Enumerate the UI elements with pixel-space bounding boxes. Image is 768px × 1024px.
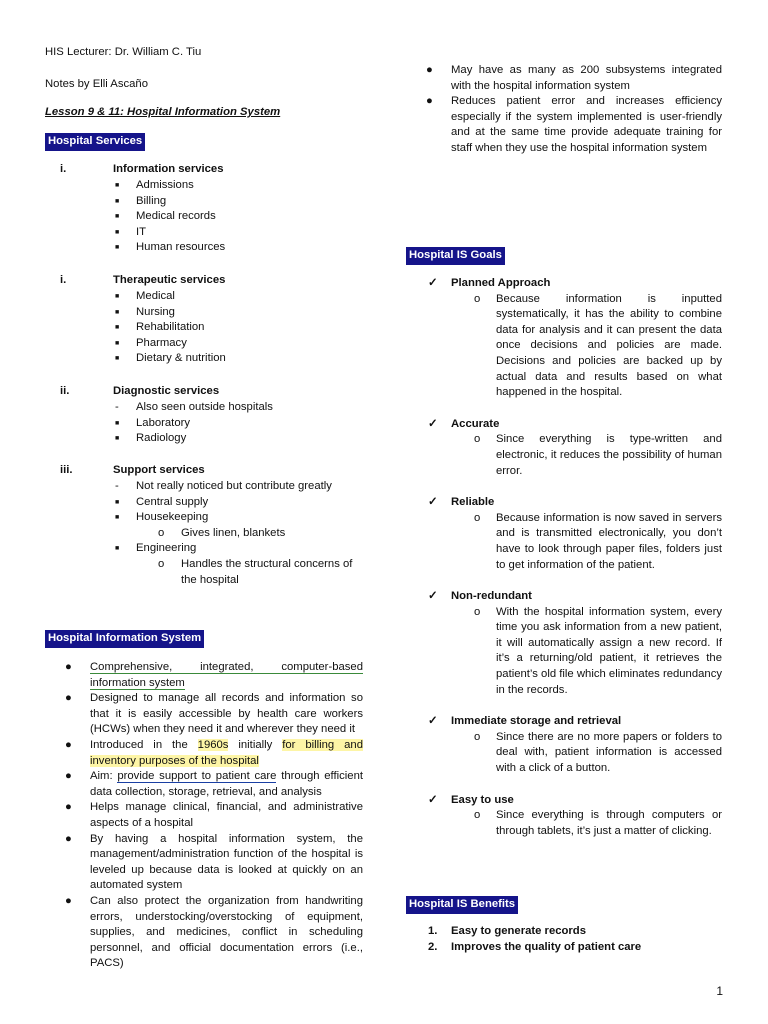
square-bullet-icon: ■ <box>115 308 120 316</box>
his-bullet: ● Aim: provide support to patient care through efficient data collection, storage, retrieval, and analysis <box>65 770 363 798</box>
his-bullet: ● Reduces patient error and increases efficiency especially if the system implemented is user-friendly and at the same time provide adequate training for staff when they use the hospital information system <box>426 95 722 154</box>
square-bullet-icon: ■ <box>115 213 120 221</box>
list-item: ■ IT <box>113 225 363 241</box>
page-number: 1 <box>716 984 723 998</box>
round-bullet-icon: ● <box>65 770 72 783</box>
list-item: ■ Central supply <box>113 495 363 511</box>
circle-bullet-icon: o <box>158 526 165 539</box>
checkmark-icon: ✓ <box>428 590 438 603</box>
group-heading: Support services <box>113 464 205 476</box>
square-bullet-icon: ■ <box>115 545 120 553</box>
dash-note: - Not really noticed but contribute greatly <box>113 479 363 495</box>
square-bullet-icon: ■ <box>115 197 120 205</box>
round-bullet-icon: ● <box>65 692 72 705</box>
list-item: ■ Dietary & nutrition <box>113 351 363 367</box>
round-bullet-icon: ● <box>65 801 72 814</box>
benefit-item: 1. Easy to generate records <box>406 924 722 940</box>
list-item: ■ Housekeeping <box>113 510 363 526</box>
roman-numeral: ii. <box>60 385 70 397</box>
benefits-header: Hospital IS Benefits <box>406 896 518 914</box>
circle-bullet-icon: o <box>474 511 481 524</box>
sub-list-item: o Gives linen, blankets <box>113 526 363 542</box>
his-bullet: ● Designed to manage all records and information so that it is easily accessible by health care workers (HCWs) when they need it and wherever they need it <box>65 692 363 736</box>
square-bullet-icon: ■ <box>115 435 120 443</box>
circle-bullet-icon: o <box>474 809 481 822</box>
notes-by-line: Notes by Elli Ascaño <box>45 78 148 90</box>
dash-bullet-icon: - <box>115 480 119 492</box>
circle-bullet-icon: o <box>474 730 481 743</box>
round-bullet-icon: ● <box>65 661 72 673</box>
goal-item: ✓ Planned Approach o Because information is inputted systematically, it has the ability to combine data for analysis and it can present the data once decisions and policies are made. Decisions and policies are backed up by actual data and results based on what happened in the hospital. <box>428 277 722 399</box>
his-bullet: ● Can also protect the organization from handwriting errors, understocking/overstocking of equipment, supplies, and medicines, conflict in scheduling personnel, and official documentation errors (i.e., PACS) <box>65 894 363 970</box>
circle-bullet-icon: o <box>474 292 481 305</box>
round-bullet-icon: ● <box>426 64 433 76</box>
lecturer-line: HIS Lecturer: Dr. William C. Tiu <box>45 46 202 58</box>
checkmark-icon: ✓ <box>428 277 438 289</box>
list-item: ■ Medical records <box>113 209 363 225</box>
checkmark-icon: ✓ <box>428 715 438 728</box>
list-item: ■ Laboratory <box>113 416 363 432</box>
list-item: ■ Medical <box>113 289 363 305</box>
round-bullet-icon: ● <box>426 95 433 108</box>
checkmark-icon: ✓ <box>428 417 438 430</box>
dash-bullet-icon: - <box>115 401 119 413</box>
square-bullet-icon: ■ <box>115 324 120 332</box>
his-bullet-list-continued <box>406 1 722 157</box>
list-number: 2. <box>428 940 438 953</box>
lesson-title: Lesson 9 & 11: Hospital Information System <box>45 106 281 118</box>
hospital-services-header: Hospital Services <box>45 133 145 151</box>
goals-list <box>406 276 722 839</box>
list-item: ■ Billing <box>113 194 363 210</box>
his-bullet-list <box>45 660 363 972</box>
goal-item: ✓ Immediate storage and retrieval o Since there are no more papers or folders to deal with, patient information is accessed with a click of a button. <box>428 715 722 775</box>
list-item: ■ Nursing <box>113 305 363 321</box>
his-bullet: ● By having a hospital information system, the management/administration function of the hospital is leveled up because data is looked at quickly on an automated system <box>65 832 363 892</box>
dash-note: - Also seen outside hospitals <box>113 400 363 416</box>
circle-bullet-icon: o <box>158 557 165 570</box>
round-bullet-icon: ● <box>65 738 72 751</box>
circle-bullet-icon: o <box>474 605 481 618</box>
goal-item: ✓ Reliable o Because information is now saved in servers and is transmitted electronically, you don’t have to look through paper files, folders just to get information of the patient. <box>428 496 722 571</box>
square-bullet-icon: ■ <box>115 419 120 427</box>
round-bullet-icon: ● <box>65 832 72 845</box>
square-bullet-icon: ■ <box>115 355 120 363</box>
roman-numeral: i. <box>60 274 67 286</box>
roman-numeral: i. <box>60 163 67 175</box>
round-bullet-icon: ● <box>65 894 72 907</box>
checkmark-icon: ✓ <box>428 793 438 806</box>
group-heading: Diagnostic services <box>113 385 220 397</box>
list-item: ■ Radiology <box>113 431 363 447</box>
group-heading: Therapeutic services <box>113 274 226 286</box>
his-bullet-continuation <box>406 1 722 63</box>
his-bullet: ● Introduced in the 1960s initially for billing and inventory purposes of the hospital <box>65 738 363 767</box>
goal-item: ✓ Non-redundant o With the hospital information system, every time you ask information from a new patient, it will automatically assign a new record. If it’s a returning/old patient, it retrieves the patient’s old file which eliminates redundancy in the records. <box>428 590 722 696</box>
his-bullet: ● Comprehensive, integrated, computer-based information system <box>65 661 363 689</box>
checkmark-icon: ✓ <box>428 496 438 509</box>
his-bullet: ● May have as many as 200 subsystems integrated with the hospital information system <box>426 64 722 92</box>
square-bullet-icon: ■ <box>115 228 120 236</box>
list-item: ■ Human resources <box>113 240 363 256</box>
sub-list-item: o Handles the structural concerns of the hospital <box>158 557 353 586</box>
square-bullet-icon: ■ <box>115 182 120 189</box>
group-heading: Information services <box>113 163 224 175</box>
square-bullet-icon: ■ <box>115 514 120 522</box>
goal-item: ✓ Accurate o Since everything is type-written and electronic, it reduces the possibility of human error. <box>428 417 722 477</box>
list-item: ■ Engineering <box>113 541 363 557</box>
square-bullet-icon: ■ <box>115 293 120 300</box>
list-item: ■ Rehabilitation <box>113 320 363 336</box>
his-bullet: ● Helps manage clinical, financial, and administrative aspects of a hospital <box>65 801 363 829</box>
benefits-list <box>406 924 722 955</box>
benefit-item: 2. Improves the quality of patient care <box>406 940 722 956</box>
square-bullet-icon: ■ <box>115 339 120 347</box>
square-bullet-icon: ■ <box>115 244 120 252</box>
goals-header: Hospital IS Goals <box>406 247 505 265</box>
roman-numeral: iii. <box>60 464 73 476</box>
list-number: 1. <box>428 925 438 937</box>
square-bullet-icon: ■ <box>115 498 120 506</box>
circle-bullet-icon: o <box>474 433 481 446</box>
list-item: ■ Pharmacy <box>113 336 363 352</box>
his-header: Hospital Information System <box>45 630 204 648</box>
goal-item: ✓ Easy to use o Since everything is through computers or through tablets, it’s just a matter of clicking. <box>428 793 722 837</box>
list-item: ■ Admissions <box>113 178 363 194</box>
